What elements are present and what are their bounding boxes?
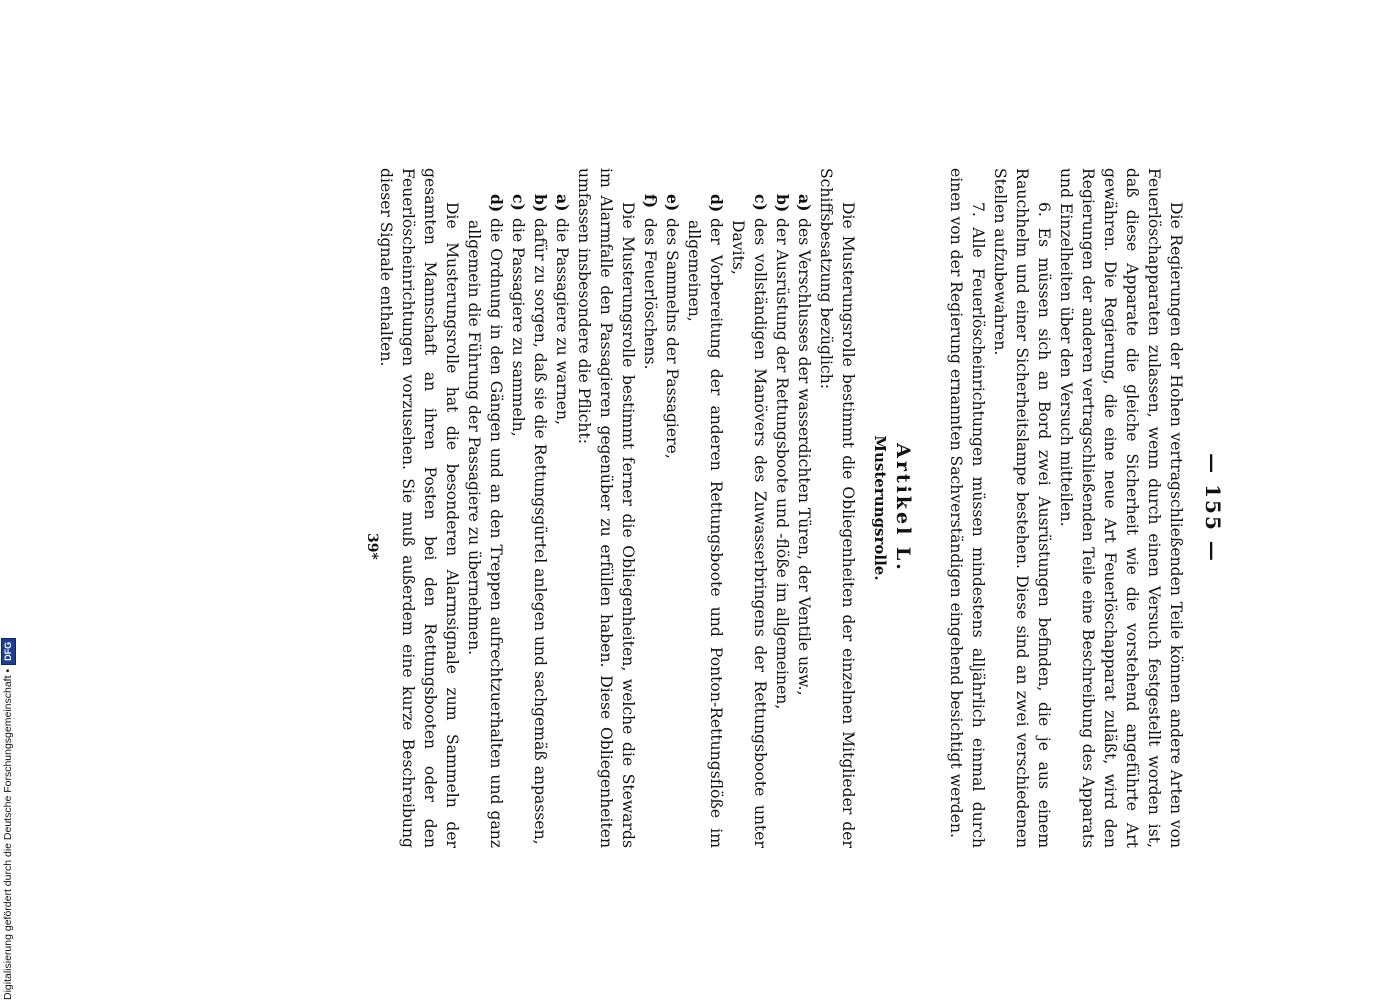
list-item-text: des vollständigen Manövers des Zuwasserbringens der Rettungsboote unter Davits, — [729, 218, 769, 848]
digitization-credit — [0, 606, 16, 1000]
list-item — [661, 168, 683, 848]
list-item-text: des Sammelns der Passagiere, — [663, 218, 681, 459]
list-item-label: a) — [795, 194, 814, 212]
list-item-label: d) — [487, 194, 506, 213]
paragraph: 6. Es müssen sich an Bord zwei Ausrüstungen befinden, die je aus einem Rauchhelm und einer Sicherheitslampe bestehen. Diese sind an zwei verschiedenen Stellen aufzubewahren. — [991, 168, 1053, 848]
paragraph: 7. Alle Feuerlöscheinrichtungen müssen mindestens alljährlich einmal durch einen von der Regierung ernannten Sachverständigen eingehend besichtigt werden. — [947, 168, 987, 848]
list-item-label: a) — [553, 194, 572, 212]
list-item — [793, 168, 815, 848]
list-item-label: d) — [707, 194, 726, 213]
list-item — [551, 168, 573, 848]
list-item-text: des Feuerlöschens. — [641, 218, 659, 370]
intro-paragraph: Die Musterungsrolle bestimmt die Obliegenheiten der einzelnen Mitglieder der Schiffsbesatzung bezüglich: — [817, 168, 857, 848]
page-body — [375, 168, 1187, 848]
intro-paragraph: Die Musterungsrolle bestimmt ferner die Obliegenheiten, welche die Stewards im Alarmfalle den Passagieren gegenüber zu erfüllen haben. Diese Obliegenheiten umfassen insbesondere die Pflicht: — [575, 168, 637, 848]
article-title: Artikel L. — [892, 443, 914, 573]
paragraph: Die Regierungen der Hohen vertragschließenden Teile können andere Arten von Feuerlöschapparaten zulassen, wenn durch einen Versuch festgestellt worden ist, daß diese Apparate die gleiche Sicherheit wie die vorstehend angeführte Art gewähren. Die Regierung, die eine neue Art Feuerlöschapparat zuläßt, wird den Regierungen der anderen vertragschließenden Teile eine Beschreibung des Apparats und Einzelheiten über den Versuch mitteilen. — [1057, 168, 1185, 848]
list-item-label: e) — [663, 194, 682, 212]
list-item-label: c) — [751, 194, 770, 211]
list-item — [507, 168, 529, 848]
dfg-logo: DFG — [1, 638, 16, 665]
list-item — [639, 168, 661, 848]
credit-text: Digitalisierung gefördert durch die Deutsche Forschungsgemeinschaft • — [2, 668, 14, 1000]
closing-paragraph: Die Musterungsrolle hat die besonderen Alarmsignale zum Sammeln der gesamten Mannschaft an ihren Posten bei den Rettungsbooten oder den Feuerlöscheinrichtungen vorzusehen. Sie muß außerdem eine kurze Beschreibung dieser Signale enthalten. — [377, 168, 461, 848]
rotated-page — [325, 168, 1225, 848]
list-item — [727, 168, 771, 848]
list-item-text: der Vorbereitung der anderen Rettungsboote und Ponton-Rettungsflöße im allgemeinen, — [685, 218, 725, 848]
list-item-label: f) — [641, 194, 660, 209]
list-item-text: die Passagiere zu warnen, — [553, 218, 571, 425]
list-item-text: die Passagiere zu sammeln, — [509, 218, 527, 437]
list-item — [683, 168, 727, 848]
list-item-label: b) — [531, 194, 550, 213]
signature-mark: 39* — [364, 533, 380, 560]
article-subtitle: Musterungsrolle. — [871, 435, 889, 581]
list-item — [771, 168, 793, 848]
list-item-text: dafür zu sorgen, daß sie die Rettungsgürtel anlegen und sachgemäß anpassen, — [531, 218, 549, 845]
list-item-text: des Verschlusses der wasserdichten Türen, der Ventile usw., — [795, 218, 813, 696]
list-item-text: die Ordnung in den Gängen und an den Treppen aufrechtzuerhalten und ganz allgemein die Führung der Passagiere zu übernehmen. — [465, 218, 505, 848]
list-item — [529, 168, 551, 848]
list-item-label: b) — [773, 194, 792, 213]
page-number-header: — 155 — — [1201, 453, 1225, 563]
list-item — [463, 168, 507, 848]
list-item-label: c) — [509, 194, 528, 211]
list-item-text: der Ausrüstung der Rettungsboote und -flöße im allgemeinen, — [773, 218, 791, 710]
